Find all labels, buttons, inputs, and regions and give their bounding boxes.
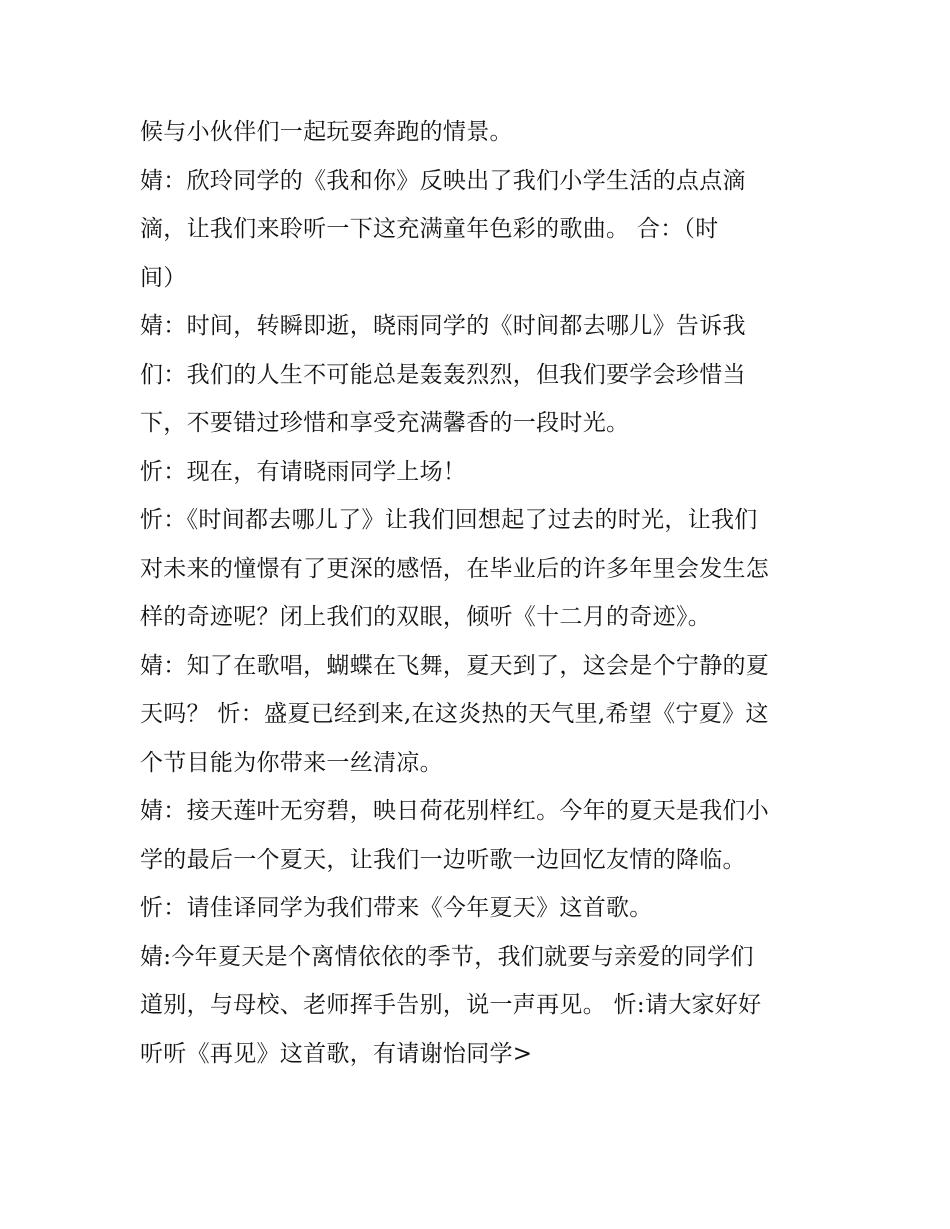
text-line: 样的奇迹呢？闭上我们的双眼，倾听《十二月的奇迹》。 [140, 604, 711, 630]
text-line: 忻：《时间都去哪儿了》让我们回想起了过去的时光，让我们 [140, 507, 758, 533]
text-line: 听听《再见》这首歌，有请谢怡同学> [140, 1040, 533, 1067]
text-line: 对未来的憧憬有了更深的感悟，在毕业后的许多年里会发生怎 [140, 555, 770, 582]
text-line: 婧：知了在歌唱，蝴蝶在飞舞，夏天到了，这会是个宁静的夏 [140, 652, 770, 679]
text-line: 婧:今年夏天是个离情依依的季节，我们就要与亲爱的同学们 [140, 943, 754, 970]
text-line: 天吗？ 忻：盛夏已经到来,在这炎热的天气里,希望《宁夏》这 [140, 701, 769, 727]
script-text [140, 108, 820, 1078]
text-line: 个节目能为你带来一丝清凉。 [140, 749, 443, 776]
text-line: 忻：现在，有请晓雨同学上场！ [140, 458, 467, 485]
text-line: 婧：时间，转瞬即逝，晓雨同学的《时间都去哪儿》告诉我 [140, 313, 746, 339]
text-line: 忻：请佳译同学为我们带来《今年夏天》这首歌。 [140, 895, 653, 921]
text-line: 滴，让我们来聆听一下这充满童年色彩的歌曲。 合：（时 [140, 216, 719, 242]
text-line: 学的最后一个夏天，让我们一边听歌一边回忆友情的降临。 [140, 846, 746, 873]
text-line: 婧：接天莲叶无穷碧，映日荷花别样红。今年的夏天是我们小 [140, 798, 770, 824]
text-line: 道别，与母校、老师挥手告别，说一声再见。 忻:请大家好好 [140, 992, 762, 1018]
text-line: 间） [140, 264, 187, 291]
text-line: 婧：欣玲同学的《我和你》反映出了我们小学生活的点点滴 [140, 167, 746, 194]
text-line: 们：我们的人生不可能总是轰轰烈烈，但我们要学会珍惜当 [140, 361, 746, 388]
text-line: 候与小伙伴们一起玩耍奔跑的情景。 [140, 119, 513, 145]
text-line: 下，不要错过珍惜和享受充满馨香的一段时光。 [140, 410, 630, 436]
